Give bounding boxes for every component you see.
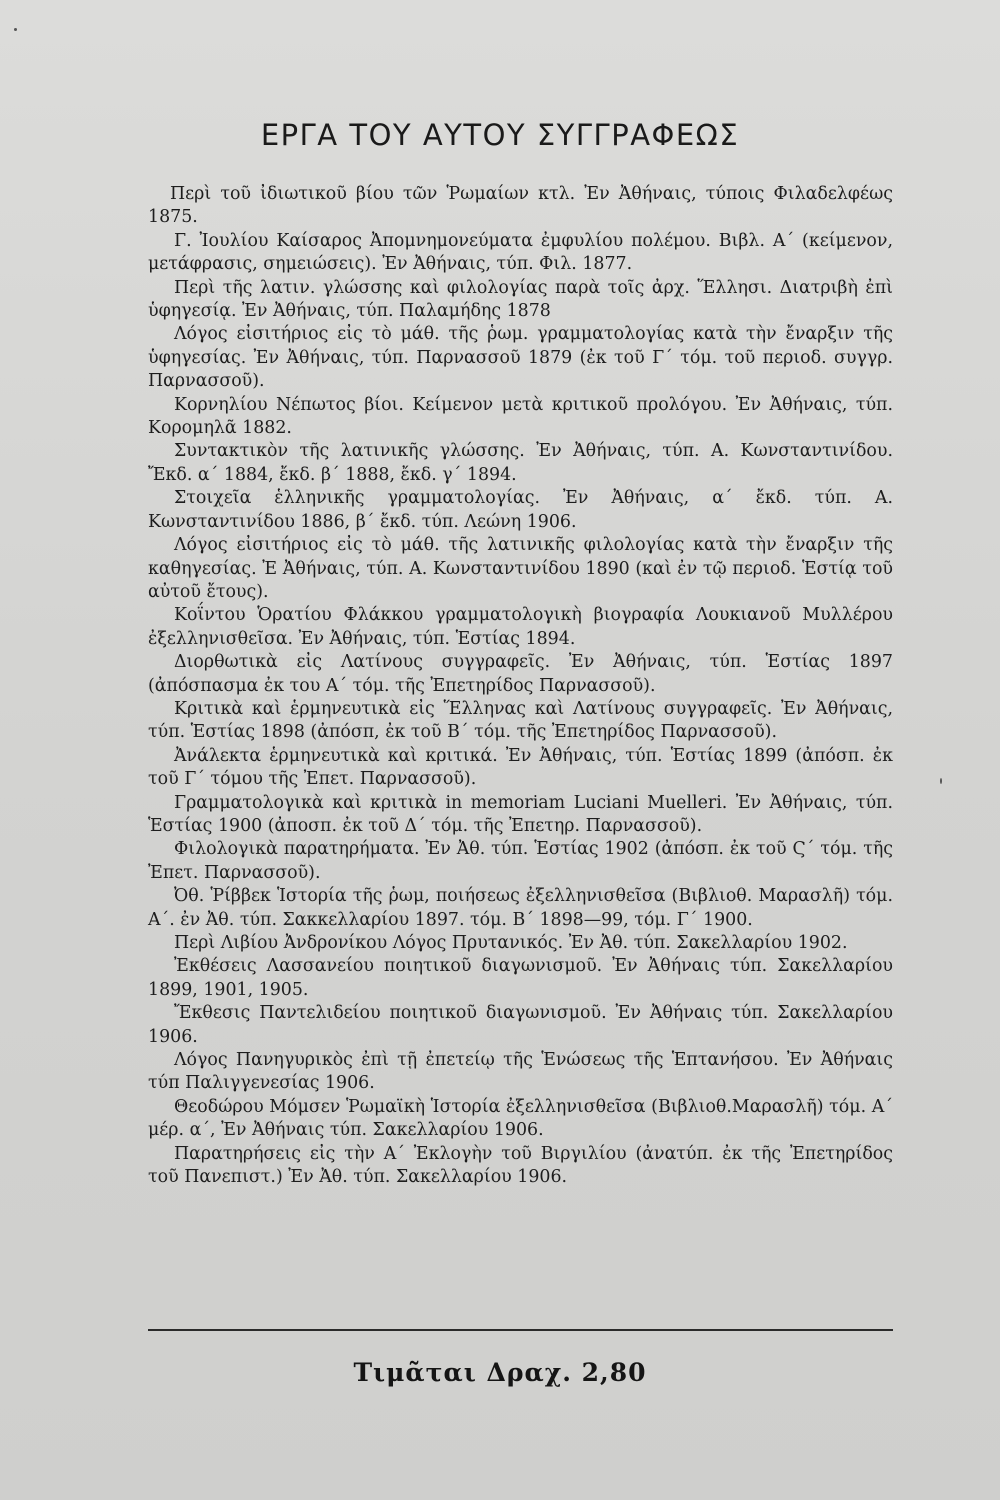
bibliography-entry: Ἐκθέσεις Λασσανείου ποιητικοῦ διαγωνισμοῦ. Ἐν Ἀθήναις τύπ. Σακελλαρίου 1899, 1901, 1905. bbox=[148, 956, 893, 1000]
bibliography-entry: Περὶ Λιβίου Ἀνδρονίκου Λόγος Πρυτανικός. Ἐν Ἀθ. τύπ. Σακελλαρίου 1902. bbox=[174, 933, 848, 953]
bibliography-entry: Φιλολογικὰ παρατηρήματα. Ἐν Ἀθ. τύπ. Ἑστίας 1902 (ἀπόσπ. ἐκ τοῦ Ϛ΄ τόμ. τῆς Ἐπετ. Παρνασσοῦ). bbox=[148, 839, 893, 883]
paper-speck bbox=[14, 28, 17, 31]
horizontal-rule bbox=[148, 1329, 893, 1331]
paper-speck bbox=[940, 778, 942, 784]
bibliography-entry: Ἀνάλεκτα ἑρμηνευτικὰ καὶ κριτικά. Ἐν Ἀθήναις, τύπ. Ἑστίας 1899 (ἀπόσπ. ἐκ τοῦ Γ΄ τόμου τῆς Ἐπετ. Παρνασσοῦ). bbox=[148, 745, 893, 790]
bibliography-entry: Διορθωτικὰ εἰς Λατίνους συγγραφεῖς. Ἐν Ἀθήναις, τύπ. Ἑστίας 1897 (ἀπόσπασμα ἐκ του Α΄ τόμ. τῆς Ἐπετηρίδος Παρνασσοῦ). bbox=[148, 652, 893, 696]
price-line: Τιμᾶται Δραχ. 2,80 bbox=[353, 1358, 647, 1387]
bibliography-entry: Λόγος εἰσιτήριος εἰς τὸ μάθ. τῆς λατινικῆς φιλολογίας κατὰ τὴν ἔναρξιν τῆς καθηγεσίας. Ἐ Ἀθήναις, τύπ. Α. Κωνσταντινίδου 1890 (καὶ ἐν τῷ περιοδ. Ἑστίᾳ τοῦ αὐτοῦ ἔτους). bbox=[148, 535, 893, 602]
bibliography-entry: Παρατηρήσεις εἰς τὴν Α΄ Ἐκλογὴν τοῦ Βιργιλίου (ἀνατύπ. ἐκ τῆς Ἐπετηρίδος τοῦ Πανεπιστ.) Ἐν Ἀθ. τύπ. Σακελλαρίου 1906. bbox=[148, 1143, 893, 1188]
bibliography-entry: Γ. Ἰουλίου Καίσαρος Ἀπομνημονεύματα ἐμφυλίου πολέμου. Βιβλ. Α΄ (κείμενον, μετάφρασις, σημειώσεις). Ἐν Ἀθήναις, τύπ. Φιλ. 1877. bbox=[148, 230, 893, 275]
bibliography-entry: Περὶ τοῦ ἰδιωτικοῦ βίου τῶν Ῥωμαίων κτλ. Ἐν Ἀθήναις, τύποις Φιλαδελφέως 1875. bbox=[148, 184, 893, 228]
bibliography-list bbox=[148, 183, 893, 1189]
bibliography-entry: Ἔκθεσις Παντελιδείου ποιητικοῦ διαγωνισμοῦ. Ἐν Ἀθήναις τύπ. Σακελλαρίου 1906. bbox=[148, 1003, 893, 1047]
page-heading: ΕΡΓΑ ΤΟΥ ΑΥΤΟΥ ΣΥΓΓΡΑΦΕΩΣ bbox=[260, 118, 740, 152]
bibliography-entry: Λόγος εἰσιτήριος εἰς τὸ μάθ. τῆς ῥωμ. γραμματολογίας κατὰ τὴν ἔναρξιν τῆς ὑφηγεσίας. Ἐν Ἀθήναις, τύπ. Παρνασσοῦ 1879 (ἐκ τοῦ Γ΄ τόμ. τοῦ περιοδ. συγγρ. Παρνασσοῦ). bbox=[148, 324, 893, 392]
bibliography-entry: Λόγος Πανηγυρικὸς ἐπὶ τῇ ἐπετείῳ τῆς Ἑνώσεως τῆς Ἑπτανήσου. Ἐν Ἀθήναις τύπ Παλιγγενεσίας 1906. bbox=[148, 1050, 893, 1094]
bibliography-entry: Κριτικὰ καὶ ἑρμηνευτικὰ εἰς Ἕλληνας καὶ Λατίνους συγγραφεῖς. Ἐν Ἀθήναις, τύπ. Ἑστίας 1898 (ἀπόσπ, ἐκ τοῦ Β΄ τόμ. τῆς Ἐπετηρίδος Παρνασσοῦ). bbox=[148, 698, 893, 743]
bibliography-entry: Περὶ τῆς λατιν. γλώσσης καὶ φιλολογίας παρὰ τοῖς ἀρχ. Ἕλλησι. Διατριβὴ ἐπὶ ὑφηγεσίᾳ. Ἐν Ἀθήναις, τύπ. Παλαμήδης 1878 bbox=[148, 277, 893, 322]
bibliography-entry: Συντακτικὸν τῆς λατινικῆς γλώσσης. Ἐν Ἀθήναις, τύπ. Α. Κωνσταντινίδου. Ἔκδ. α΄ 1884, ἔκδ. β΄ 1888, ἔκδ. γ΄ 1894. bbox=[148, 441, 893, 485]
bibliography-entry: Στοιχεῖα ἑλληνικῆς γραμματολογίας. Ἐν Ἀθήναις, α΄ ἔκδ. τύπ. Α. Κωνσταντινίδου 1886, β΄ ἔκδ. τύπ. Λεώνη 1906. bbox=[148, 488, 893, 532]
bibliography-entry: Κορνηλίου Νέπωτος βίοι. Κείμενον μετὰ κριτικοῦ προλόγου. Ἐν Ἀθήναις, τύπ. Κορομηλᾶ 1882. bbox=[148, 394, 893, 439]
bibliography-entry: Θεοδώρου Μόμσεν Ῥωμαϊκὴ Ἱστορία ἐξελληνισθεῖσα (Βιβλιοθ.Μαρασλῆ) τόμ. Α΄ μέρ. α΄, Ἐν Ἀθήναις τύπ. Σακελλαρίου 1906. bbox=[148, 1096, 893, 1141]
bibliography-entry: Γραμματολογικὰ καὶ κριτικὰ in memoriam Luciani Muelleri. Ἐν Ἀθήναις, τύπ. Ἑστίας 1900 (ἀποσπ. ἐκ τοῦ Δ΄ τόμ. τῆς Ἐπετηρ. Παρνασσοῦ). bbox=[148, 792, 893, 836]
bibliography-entry: Ὀθ. Ῥίββεκ Ἱστορία τῆς ῥωμ, ποιήσεως ἐξελληνισθεῖσα (Βιβλιοθ. Μαρασλῆ) τόμ. Α΄. ἐν Ἀθ. τύπ. Σακκελλαρίου 1897. τόμ. Β΄ 1898—99, τόμ. Γ΄ 1900. bbox=[148, 886, 893, 930]
bibliography-entry: Κοΐντου Ὁρατίου Φλάκκου γραμματολογικὴ βιογραφία Λουκιανοῦ Μυλλέρου ἐξελληνισθεῖσα. Ἐν Ἀθήναις, τύπ. Ἑστίας 1894. bbox=[148, 605, 893, 649]
